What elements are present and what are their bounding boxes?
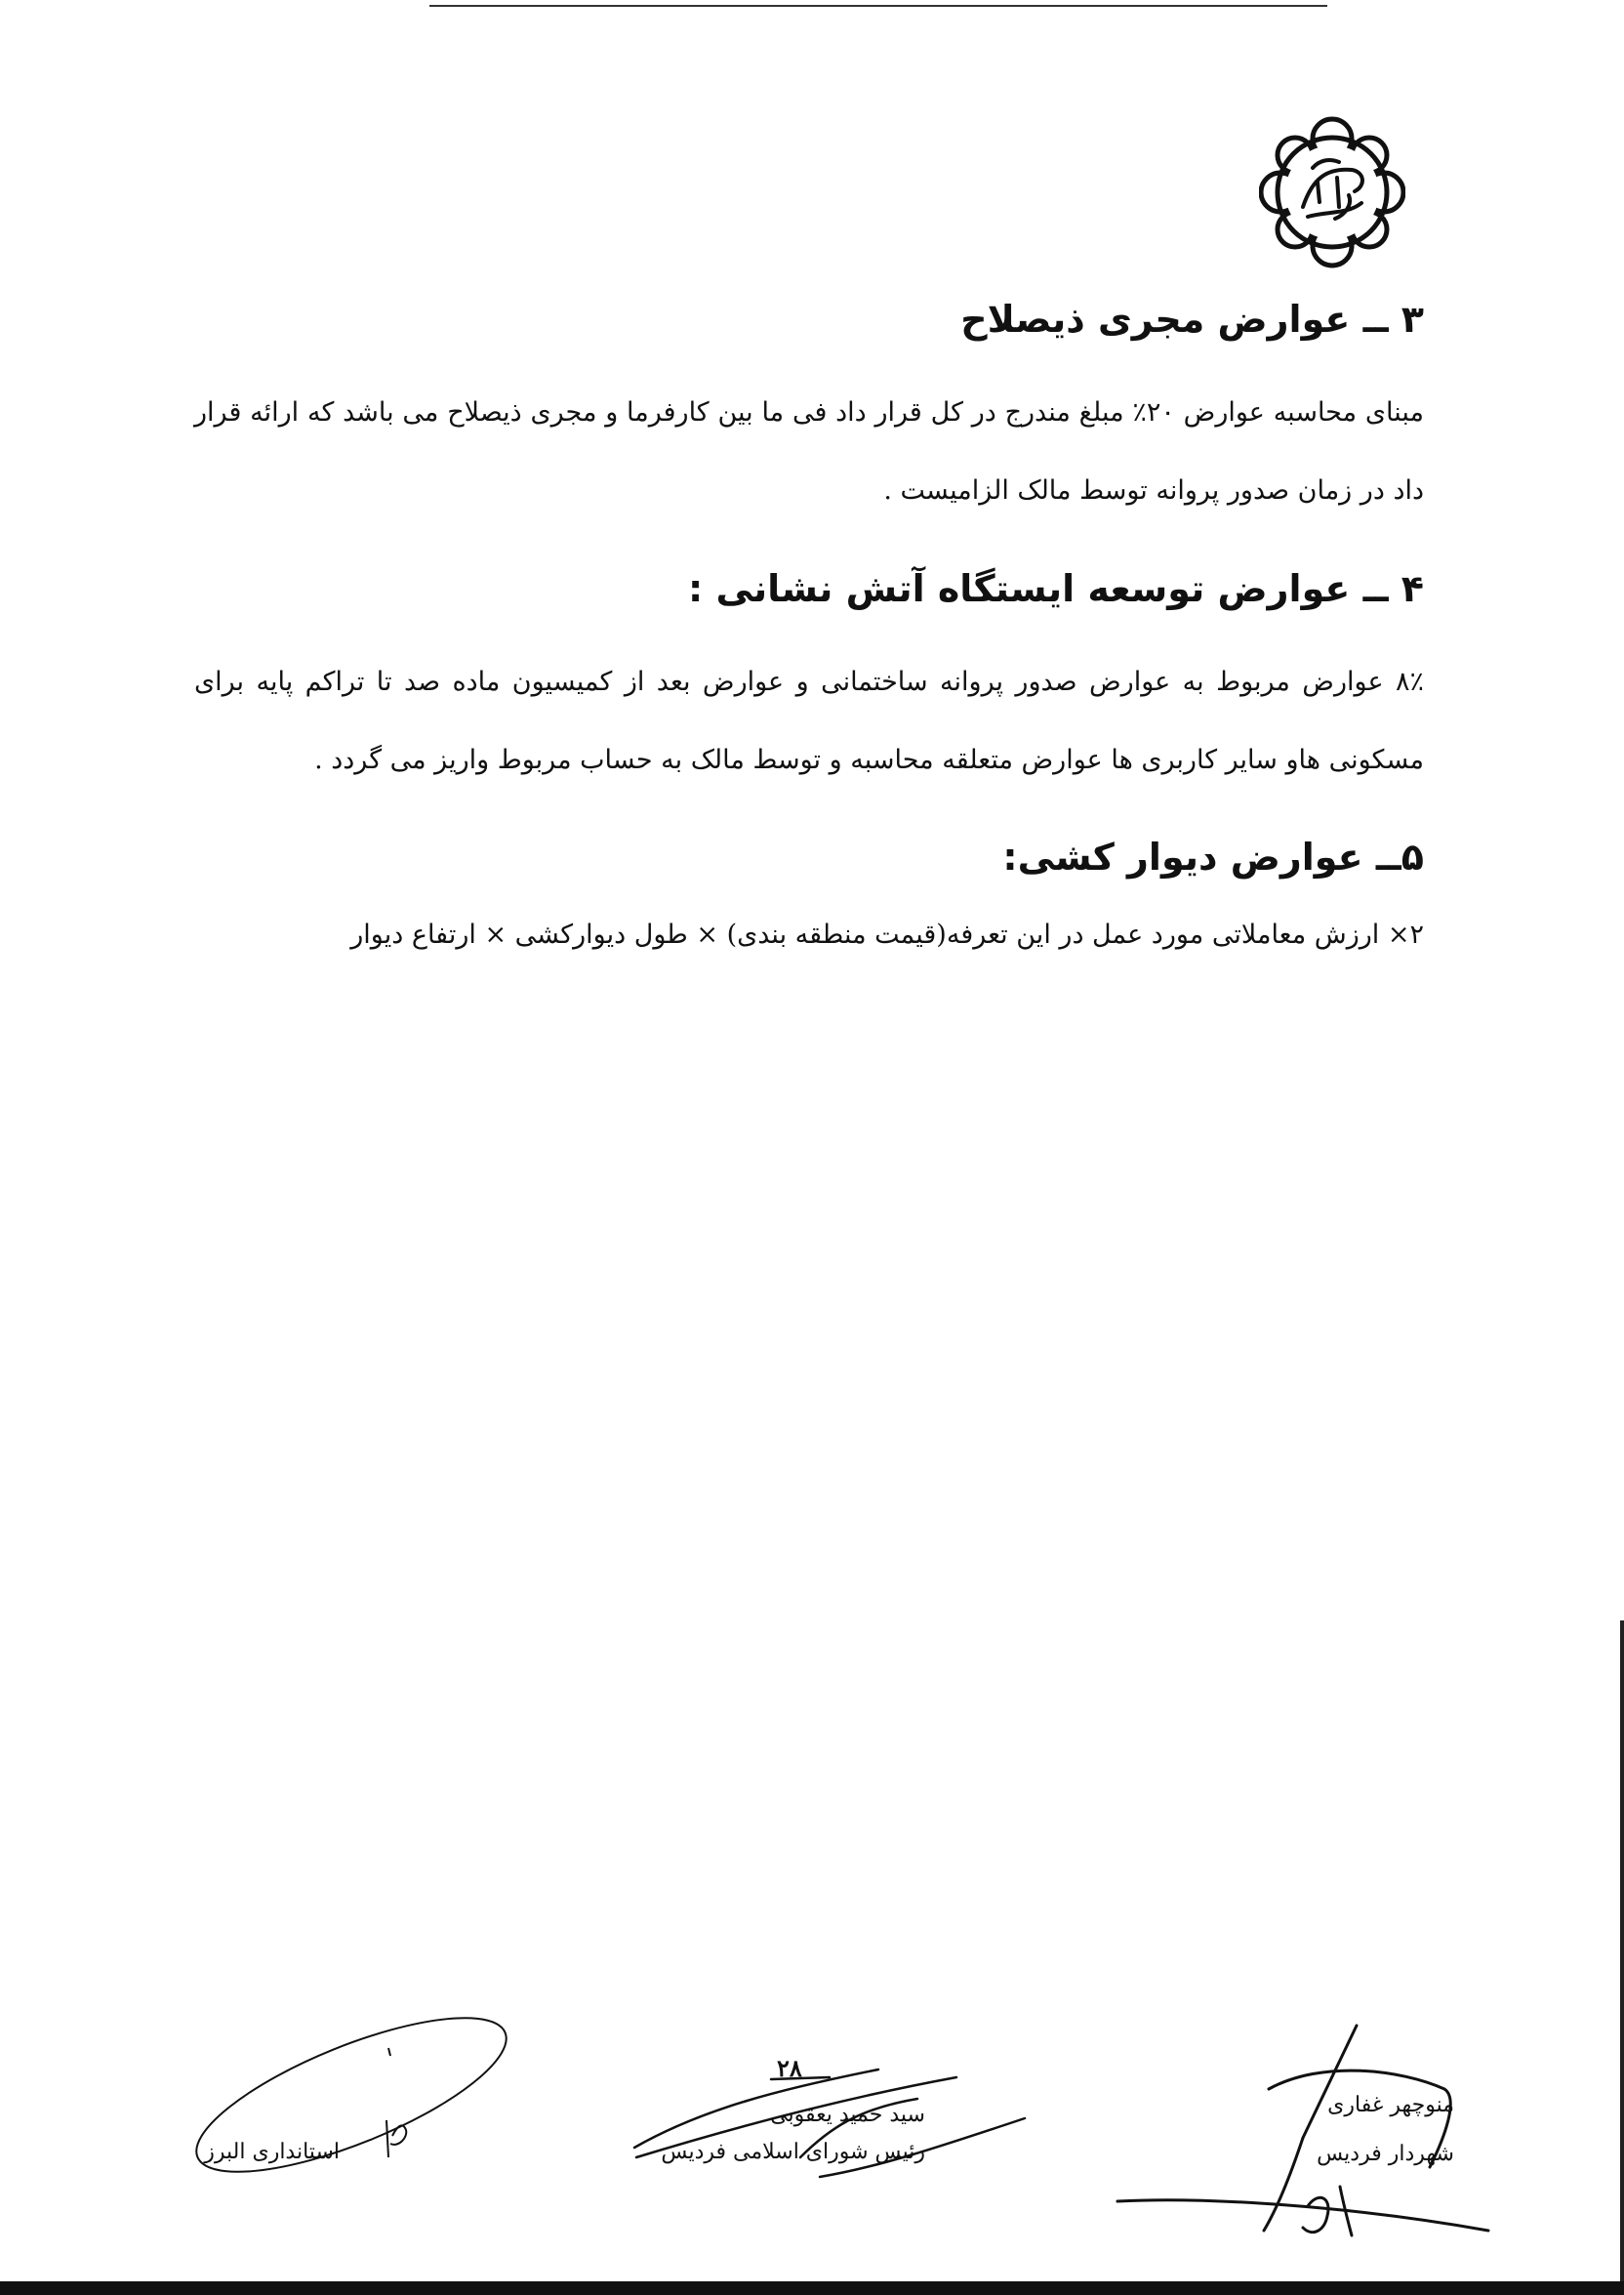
mayor-signature: [1259, 2087, 1454, 2173]
section-4: [194, 559, 1424, 799]
wall-formula: ۲× ارزش معاملاتی مورد عمل در این تعرفه(قیمت منطقه بندی) × طول دیوارکشی × ارتفاع دیوار: [350, 920, 1424, 950]
council-signature: [632, 2097, 925, 2171]
section-heading: ۴ ــ عوارض توسعه ایستگاه آتش نشانی :: [688, 567, 1424, 610]
signer-title: رئیس شورای اسلامی فردیس: [661, 2140, 925, 2164]
signer-title: استانداری البرز: [204, 2140, 340, 2164]
signer-name: سید حمید یعقوبی: [770, 2103, 925, 2127]
section-heading: ۵ــ عوارض دیوار کشی:: [1002, 836, 1424, 879]
section-body: ۸٪ عوارض مربوط به عوارض صدور پروانه ساختمانی و عوارض بعد از کمیسیون ماده صد تا تراکم پایه برای مسکونی هاو سایر کاربری ها عوارض متعلقه محاسبه و توسط مالک به حساب مربوط واریز می گردد .: [194, 667, 1424, 775]
municipality-seal-icon: [1259, 109, 1405, 275]
signer-name: منوچهر غفاری: [1327, 2093, 1454, 2117]
governorate-signature: [174, 2134, 340, 2171]
scan-right-edge: [1620, 1620, 1624, 2295]
section-3: [194, 290, 1424, 530]
page-number: ۲۸: [777, 2054, 802, 2082]
scan-top-edge: [429, 0, 1327, 7]
signer-title: شهردار فردیس: [1317, 2142, 1454, 2166]
section-heading: ۳ ــ عوارض مجری ذیصلاح: [960, 298, 1424, 341]
section-body: مبنای محاسبه عوارض ۲۰٪ مبلغ مندرج در کل قرار داد فی ما بین کارفرما و مجری ذیصلاح می باشد که ارائه قرار داد در زمان صدور پروانه توسط مالک الزامیست .: [194, 397, 1424, 506]
scan-bottom-edge: [0, 2281, 1624, 2295]
section-5: [194, 828, 1424, 964]
